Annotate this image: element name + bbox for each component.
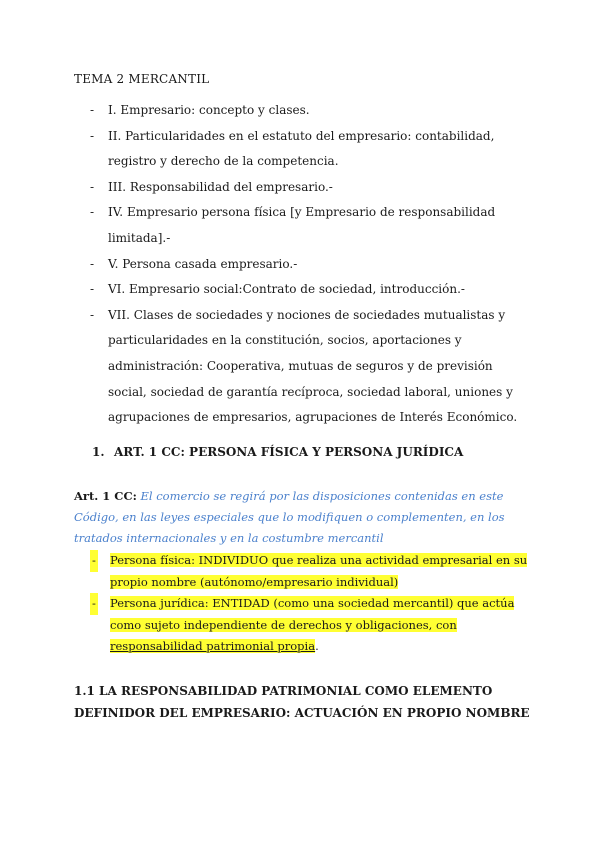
- article-paragraph: [74, 486, 536, 549]
- section-heading-text: ART. 1 CC: PERSONA FÍSICA Y PERSONA JURÍDICA: [114, 445, 464, 459]
- bullet-dash: -: [90, 550, 98, 572]
- topics-list: [90, 98, 530, 431]
- list-item-text: VI. Empresario social:Contrato de sociedad, introducción.-: [108, 282, 465, 297]
- document-title: TEMA 2 MERCANTIL: [74, 72, 210, 86]
- highlighted-text: Persona física: INDIVIDUO que realiza una actividad empresarial en su propio nombre (autónomo/empresario individual): [110, 553, 528, 589]
- person-types-list: [90, 550, 530, 658]
- trailing-period: .: [315, 639, 319, 653]
- list-item-text: II. Particularidades en el estatuto del empresario: contabilidad, registro y derecho de la competencia.: [108, 128, 495, 169]
- list-item: [90, 175, 530, 201]
- list-item-text: V. Persona casada empresario.-: [108, 256, 298, 271]
- list-item: [90, 303, 530, 431]
- list-item-text: IV. Empresario persona física [y Empresario de responsabilidad limitada].-: [108, 205, 496, 245]
- bullet-dash: -: [90, 128, 95, 143]
- list-item: [90, 98, 530, 124]
- bullet-dash: -: [90, 179, 95, 194]
- list-item-text: VII. Clases de sociedades y nociones de sociedades mutualistas y particularidades en la constitución, socios, aportaciones y administración: Cooperativa, mutuas de seguros y de previsión social, sociedad de garantía recíproca, sociedad laboral, uniones y agrupaciones de empresarios, agrupaciones de Interés Económico.: [108, 307, 518, 425]
- highlighted-text: Persona jurídica: ENTIDAD (como una sociedad mercantil) que actúa como sujeto independiente de derechos y obligaciones, con: [110, 596, 515, 632]
- list-item: [90, 200, 530, 251]
- underlined-highlighted-text: responsabilidad patrimonial propia: [110, 639, 316, 653]
- list-item-text: III. Responsabilidad del empresario.-: [108, 179, 333, 194]
- bullet-dash: -: [90, 593, 98, 615]
- bullet-dash: -: [90, 282, 95, 297]
- subsection-heading: 1.1 LA RESPONSABILIDAD PATRIMONIAL COMO ELEMENTO DEFINIDOR DEL EMPRESARIO: ACTUACIÓN EN PROPIO NOMBRE: [74, 684, 530, 720]
- list-item: [90, 277, 530, 303]
- section-number: 1.: [92, 445, 105, 459]
- section-heading: [92, 445, 463, 459]
- list-item: [90, 550, 530, 593]
- list-item: [90, 593, 530, 658]
- bullet-dash: -: [90, 205, 95, 220]
- article-quote: El comercio se regirá por las disposiciones contenidas en este Código, en las leyes especiales que lo modifiquen o complementen, en los tratados internacionales y en la costumbre mercantil: [74, 489, 505, 545]
- list-item: [90, 252, 530, 278]
- list-item-text: I. Empresario: concepto y clases.: [108, 103, 310, 117]
- bullet-dash: -: [90, 307, 95, 322]
- bullet-dash: -: [90, 256, 95, 271]
- bullet-dash: -: [90, 103, 95, 117]
- article-label: Art. 1 CC:: [74, 489, 137, 503]
- list-item: [90, 124, 530, 175]
